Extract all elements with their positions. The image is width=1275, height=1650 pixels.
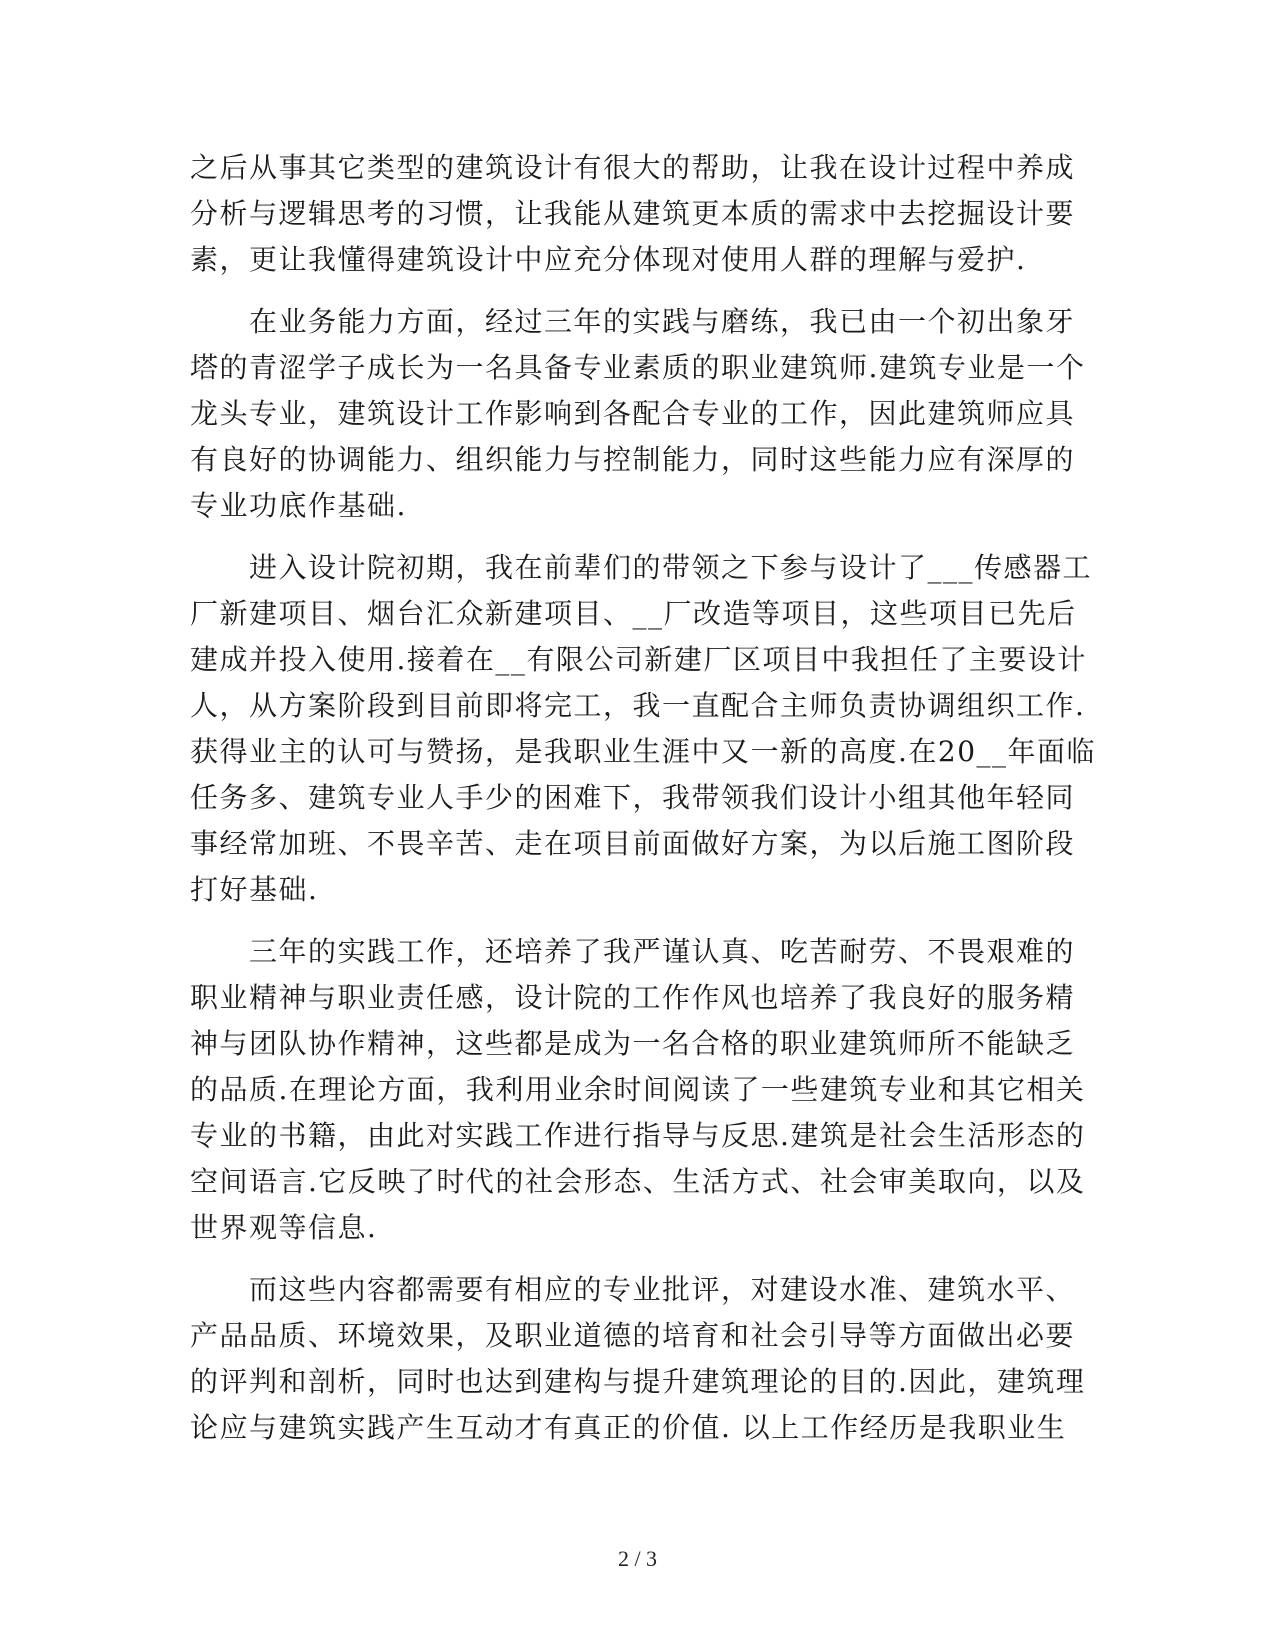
text-line: 打好基础. bbox=[190, 873, 319, 906]
text-line: 三年的实践工作，还培养了我严谨认真、吃苦耐劳、不畏艰难的 bbox=[190, 935, 1076, 968]
text-line: 建成并投入使用.接着在__有限公司新建厂区项目中我担任了主要设计 bbox=[190, 643, 1087, 676]
document-body bbox=[190, 145, 1097, 1467]
text-line: 而这些内容都需要有相应的专业批评，对建设水准、建筑水平、 bbox=[190, 1273, 1076, 1306]
text-line: 事经常加班、不畏辛苦、走在项目前面做好方案，为以后施工图阶段 bbox=[190, 827, 1076, 860]
text-line: 塔的青涩学子成长为一名具备专业素质的职业建筑师.建筑专业是一个 bbox=[190, 351, 1086, 384]
text-line: 厂新建项目、烟台汇众新建项目、__厂改造等项目，这些项目已先后 bbox=[190, 597, 1077, 630]
page-number: 2 / 3 bbox=[617, 1546, 658, 1571]
text-line: 之后从事其它类型的建筑设计有很大的帮助，让我在设计过程中养成 bbox=[190, 151, 1076, 184]
text-line: 的品质.在理论方面，我利用业余时间阅读了一些建筑专业和其它相关 bbox=[190, 1073, 1086, 1106]
text-line: 产品品质、环境效果，及职业道德的培育和社会引导等方面做出必要 bbox=[190, 1319, 1076, 1352]
text-line: 的评判和剖析，同时也达到建构与提升建筑理论的目的.因此，建筑理 bbox=[190, 1365, 1086, 1398]
text-line: 专业功底作基础. bbox=[190, 489, 407, 522]
paragraph-3 bbox=[190, 545, 1097, 913]
text-line: 获得业主的认可与赞扬，是我职业生涯中又一新的高度.在20__年面临 bbox=[190, 735, 1097, 768]
text-line: 论应与建筑实践产生互动才有真正的价值. 以上工作经历是我职业生 bbox=[190, 1411, 1067, 1444]
paragraph-2 bbox=[190, 299, 1086, 529]
paragraph-4 bbox=[190, 929, 1086, 1251]
text-line: 神与团队协作精神，这些都是成为一名合格的职业建筑师所不能缺乏 bbox=[190, 1027, 1076, 1060]
text-line: 专业的书籍，由此对实践工作进行指导与反思.建筑是社会生活形态的 bbox=[190, 1119, 1086, 1152]
text-line: 龙头专业，建筑设计工作影响到各配合专业的工作，因此建筑师应具 bbox=[190, 397, 1076, 430]
text-line: 职业精神与职业责任感，设计院的工作作风也培养了我良好的服务精 bbox=[190, 981, 1076, 1014]
text-line: 分析与逻辑思考的习惯，让我能从建筑更本质的需求中去挖掘设计要 bbox=[190, 197, 1076, 230]
text-line: 空间语言.它反映了时代的社会形态、生活方式、社会审美取向，以及 bbox=[190, 1165, 1086, 1198]
text-line: 任务多、建筑专业人手少的困难下，我带领我们设计小组其他年轻同 bbox=[190, 781, 1076, 814]
paragraph-5 bbox=[190, 1267, 1086, 1451]
paragraph-1 bbox=[190, 145, 1076, 283]
text-line: 在业务能力方面，经过三年的实践与磨练，我已由一个初出象牙 bbox=[190, 305, 1076, 338]
text-line: 人，从方案阶段到目前即将完工，我一直配合主师负责协调组织工作. bbox=[190, 689, 1086, 722]
text-line: 世界观等信息. bbox=[190, 1211, 378, 1244]
text-line: 素，更让我懂得建筑设计中应充分体现对使用人群的理解与爱护. bbox=[190, 243, 1027, 276]
text-line: 进入设计院初期，我在前辈们的带领之下参与设计了___传感器工 bbox=[190, 551, 1093, 584]
text-line: 有良好的协调能力、组织能力与控制能力，同时这些能力应有深厚的 bbox=[190, 443, 1076, 476]
